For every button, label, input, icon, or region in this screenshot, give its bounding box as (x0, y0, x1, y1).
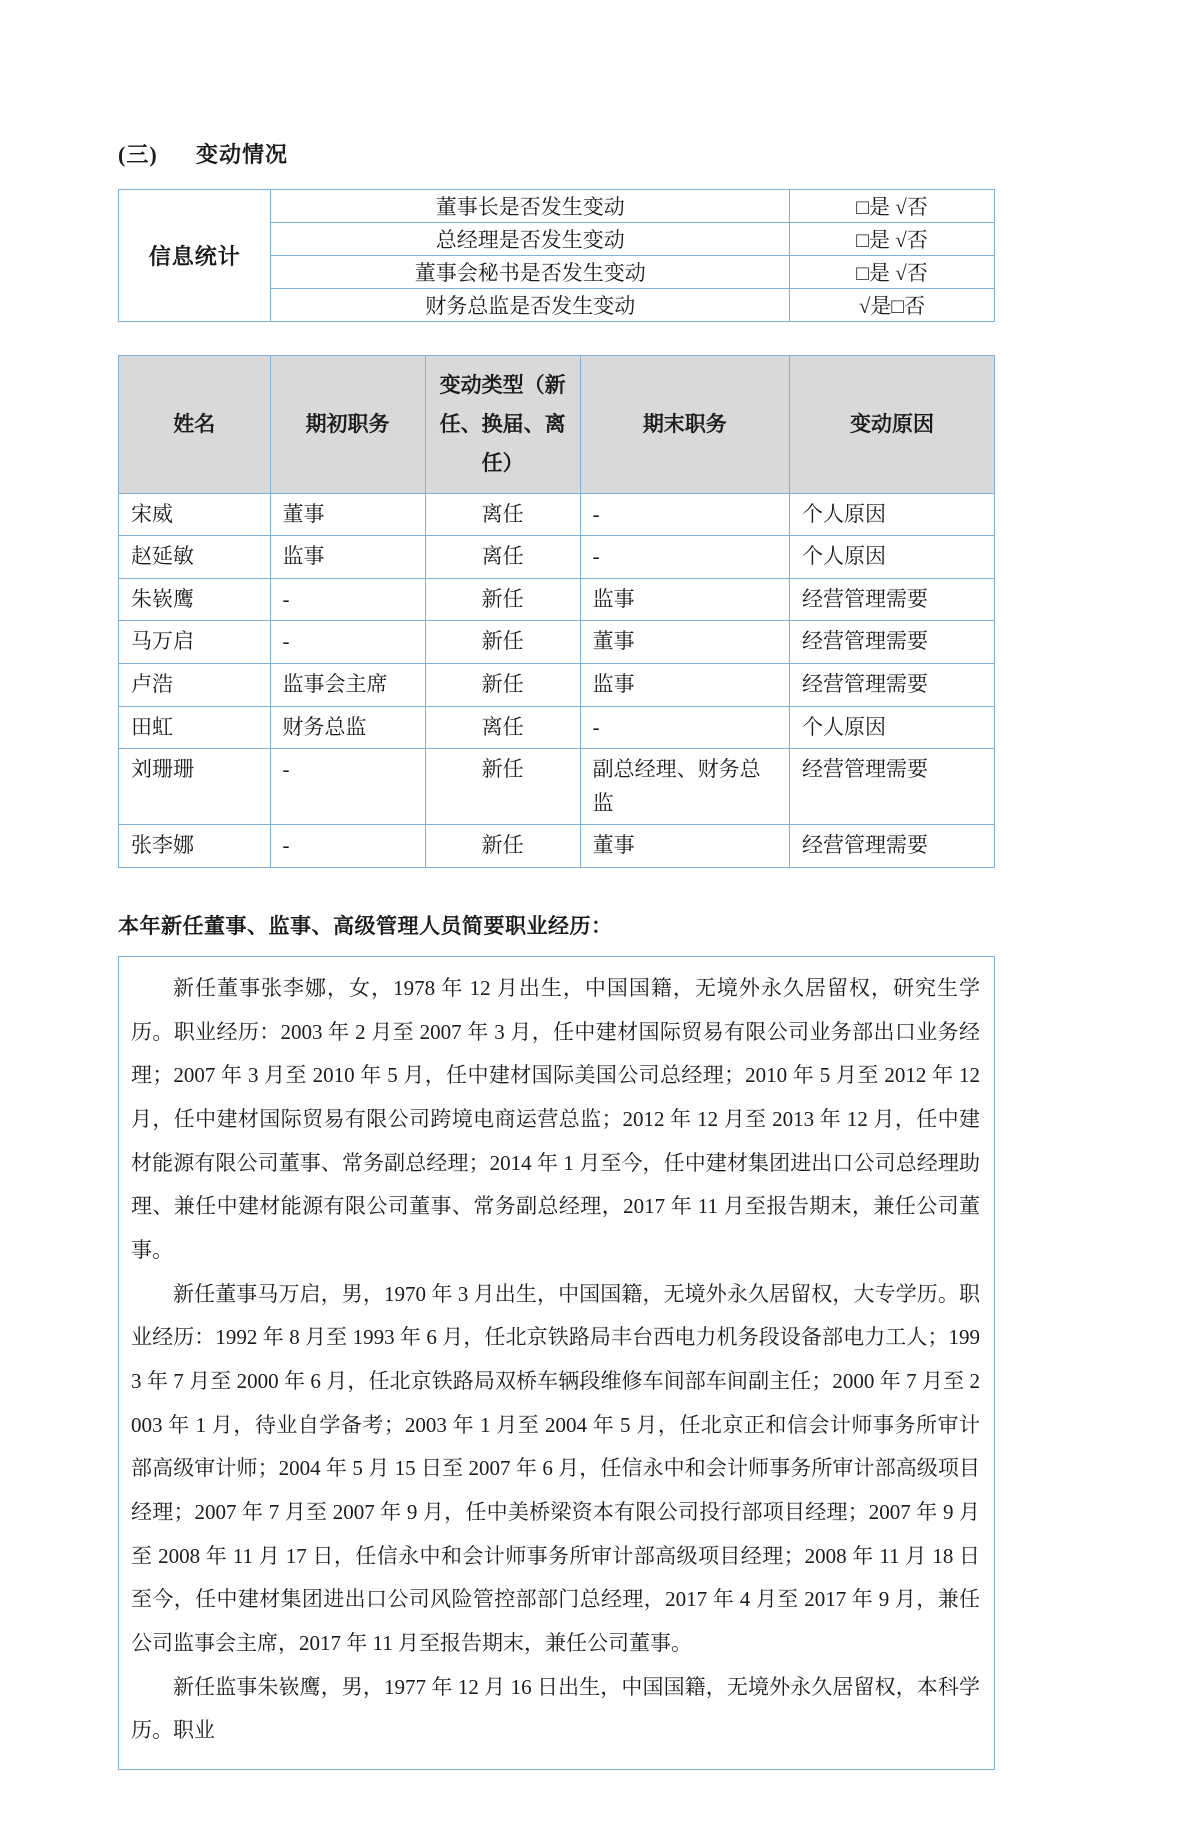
cell-reason: 经营管理需要 (790, 825, 995, 868)
cell-final-position: - (580, 536, 789, 579)
table-row (119, 706, 995, 749)
cell-initial-position: 监事会主席 (270, 663, 425, 706)
cell-initial-position: 财务总监 (270, 706, 425, 749)
table-row (119, 749, 995, 825)
table-row (119, 621, 995, 664)
cell-name: 张李娜 (119, 825, 271, 868)
cell-initial-position: - (270, 825, 425, 868)
info-statistics-table (118, 189, 995, 322)
column-header-change-type: 变动类型（新任、换届、离任） (425, 356, 580, 494)
cell-final-position: - (580, 493, 789, 536)
stats-question: 总经理是否发生变动 (271, 223, 790, 256)
cell-initial-position: 董事 (270, 493, 425, 536)
stats-answer: □是 √否 (790, 223, 995, 256)
cell-change-type: 新任 (425, 663, 580, 706)
cell-name: 刘珊珊 (119, 749, 271, 825)
table-header-row (119, 356, 995, 494)
table-row (119, 825, 995, 868)
column-header-initial-position: 期初职务 (270, 356, 425, 494)
column-header-name: 姓名 (119, 356, 271, 494)
cell-final-position: 董事 (580, 621, 789, 664)
section-heading (118, 138, 995, 169)
cell-name: 赵延敏 (119, 536, 271, 579)
cell-final-position: 监事 (580, 663, 789, 706)
personnel-change-table (118, 355, 995, 868)
cell-initial-position: - (270, 621, 425, 664)
table-row (119, 536, 995, 579)
cell-initial-position: - (270, 749, 425, 825)
table-row (119, 190, 995, 223)
stats-answer: □是 √否 (790, 256, 995, 289)
cell-reason: 经营管理需要 (790, 621, 995, 664)
stats-question: 财务总监是否发生变动 (271, 289, 790, 322)
table-row (119, 578, 995, 621)
section-number: (三) (118, 142, 158, 167)
table-row (119, 493, 995, 536)
bio-paragraph-mawanqi: 新任董事马万启，男，1970 年 3 月出生，中国国籍，无境外永久居留权，大专学历。职业经历：1992 年 8 月至 1993 年 6 月，任北京铁路局丰台西电力机务段设备部电力工人；1993 年 7 月至 2000 年 6 月，任北京铁路局双桥车辆段维修车间部车间副主任；2000 年 7 月至 2003 年 1 月，待业自学备考；2003 年 1 月至 2004 年 5 月，任北京正和信会计师事务所审计部高级审计师；2004 年 5 月 15 日至 2007 年 6 月，任信永中和会计师事务所审计部高级项目经理；2007 年 7 月至 2007 年 9 月，任中美桥梁资本有限公司投行部项目经理；2007 年 9 月至 2008 年 11 月 17 日，任信永中和会计师事务所审计部高级项目经理；2008 年 11 月 18 日至今，任中建材集团进出口公司风险管控部部门总经理，2017 年 4 月至 2017 年 9 月，兼任公司监事会主席，2017 年 11 月至报告期末，兼任公司董事。 (131, 1281, 980, 1655)
cell-final-position: 副总经理、财务总监 (580, 749, 789, 825)
bio-paragraph-zhuqinying: 新任监事朱嵚鹰，男，1977 年 12 月 16 日出生，中国国籍，无境外永久居留权，本科学历。职业 (131, 1674, 980, 1743)
section-title-text: 变动情况 (196, 142, 289, 167)
cell-initial-position: 监事 (270, 536, 425, 579)
cell-change-type: 新任 (425, 749, 580, 825)
cell-reason: 经营管理需要 (790, 749, 995, 825)
cell-change-type: 离任 (425, 706, 580, 749)
cell-final-position: 董事 (580, 825, 789, 868)
cell-reason: 经营管理需要 (790, 663, 995, 706)
cell-name: 朱嵚鹰 (119, 578, 271, 621)
cell-final-position: 监事 (580, 578, 789, 621)
column-header-final-position: 期末职务 (580, 356, 789, 494)
cell-initial-position: - (270, 578, 425, 621)
cell-reason: 个人原因 (790, 706, 995, 749)
cell-reason: 个人原因 (790, 536, 995, 579)
bio-paragraph-zhanglina: 新任董事张李娜，女，1978 年 12 月出生，中国国籍，无境外永久居留权，研究生学历。职业经历：2003 年 2 月至 2007 年 3 月，任中建材国际贸易有限公司业务部出口业务经理；2007 年 3 月至 2010 年 5 月，任中建材国际美国公司总经理；2010 年 5 月至 2012 年 12 月，任中建材国际贸易有限公司跨境电商运营总监；2012 年 12 月至 2013 年 12 月，任中建材能源有限公司董事、常务副总经理；2014 年 1 月至今，任中建材集团进出口公司总经理助理、兼任中建材能源有限公司董事、常务副总经理，2017 年 11 月至报告期末，兼任公司董事。 (131, 975, 980, 1262)
stats-row-header: 信息统计 (119, 190, 271, 322)
table-row (119, 663, 995, 706)
cell-final-position: - (580, 706, 789, 749)
cell-change-type: 离任 (425, 493, 580, 536)
stats-answer: □是 √否 (790, 190, 995, 223)
bio-text-box (118, 956, 995, 1770)
stats-question: 董事长是否发生变动 (271, 190, 790, 223)
cell-reason: 个人原因 (790, 493, 995, 536)
cell-change-type: 新任 (425, 825, 580, 868)
cell-reason: 经营管理需要 (790, 578, 995, 621)
cell-name: 宋威 (119, 493, 271, 536)
cell-change-type: 新任 (425, 578, 580, 621)
cell-name: 卢浩 (119, 663, 271, 706)
cell-name: 马万启 (119, 621, 271, 664)
cell-name: 田虹 (119, 706, 271, 749)
stats-question: 董事会秘书是否发生变动 (271, 256, 790, 289)
cell-change-type: 新任 (425, 621, 580, 664)
bio-section-heading: 本年新任董事、监事、高级管理人员简要职业经历： (118, 913, 613, 938)
stats-answer: √是□否 (790, 289, 995, 322)
cell-change-type: 离任 (425, 536, 580, 579)
column-header-reason: 变动原因 (790, 356, 995, 494)
